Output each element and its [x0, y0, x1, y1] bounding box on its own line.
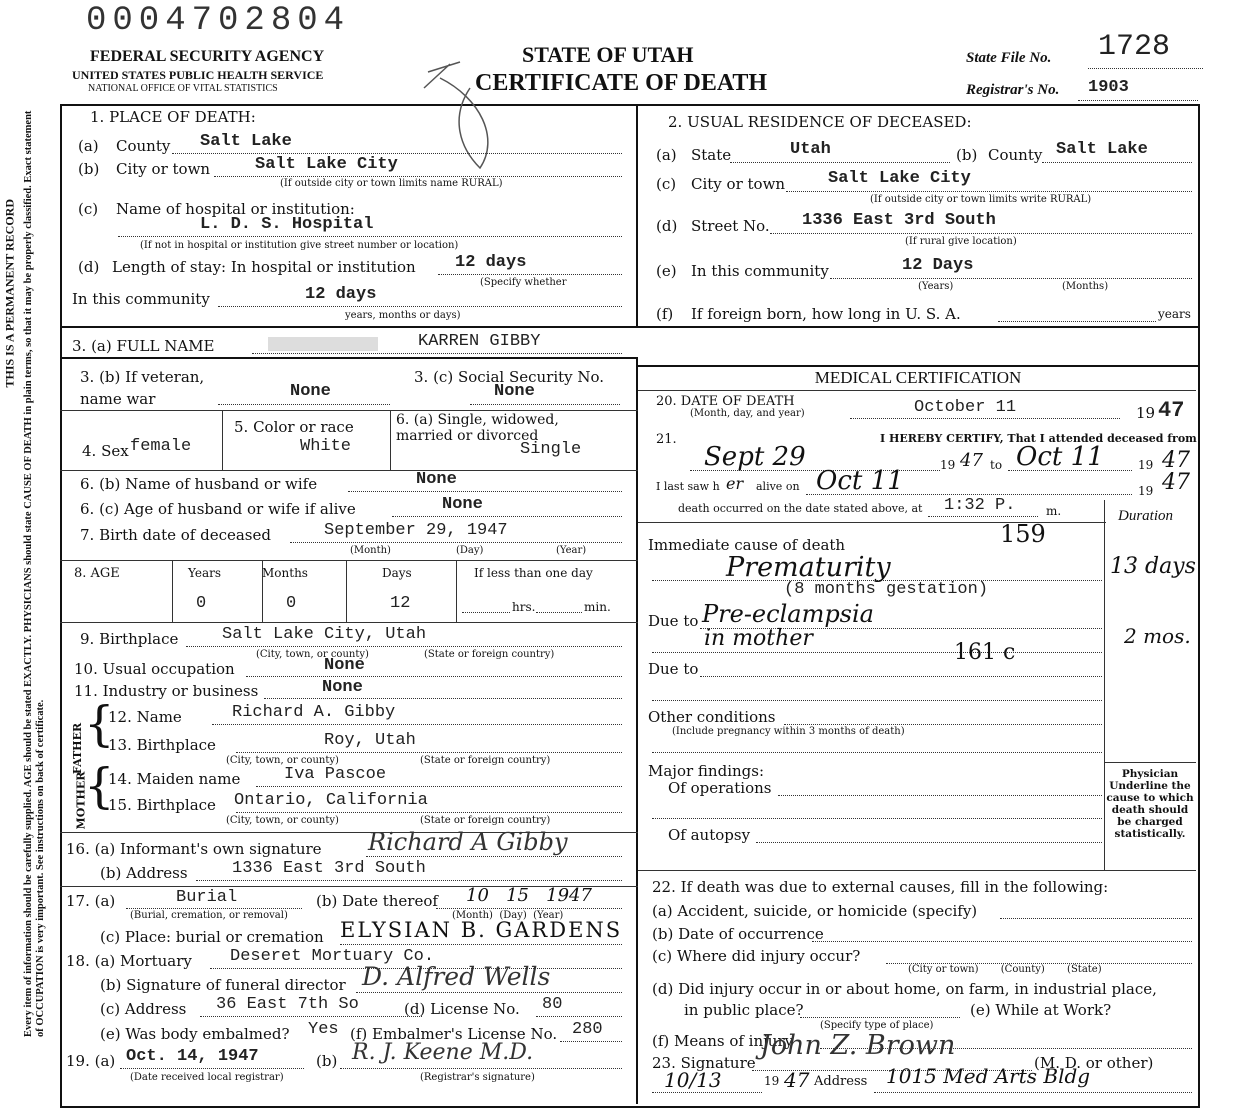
mother-maiden-value: Iva Pascoe	[284, 765, 387, 784]
res-state-label: State	[691, 146, 732, 164]
occurrence-date-label: (b) Date of occurrence	[652, 925, 824, 943]
county-label: County	[116, 137, 171, 155]
injury-place-label: (d) Did injury occur in or about home, on farm, in industrial place,	[652, 980, 1157, 998]
veteran-label: 3. (b) If veteran, name war	[80, 368, 205, 408]
attended-from-date: Sept 29	[704, 442, 806, 472]
director-signature: D. Alfred Wells	[362, 962, 551, 991]
state-file-label: State File No.	[966, 50, 1052, 66]
hospital-value: L. D. S. Hospital	[200, 215, 374, 234]
res-city-label: City or town	[691, 175, 786, 193]
color-label: 5. Color or race	[234, 418, 354, 436]
license-label: (d) License No.	[404, 1000, 520, 1018]
foreign-born-label: If foreign born, how long in U. S. A.	[691, 305, 961, 323]
mortuary-address-label: (c) Address	[100, 1000, 187, 1018]
date-of-death-label: 20. DATE OF DEATH	[656, 394, 795, 409]
major-findings-label: Major findings:	[648, 762, 765, 780]
pen-scribble-mark	[420, 58, 560, 178]
mortuary-label: 18. (a) Mortuary	[66, 952, 192, 970]
physician-underline-note: Physician Underline the cause to which death should be charged statistically.	[1106, 768, 1194, 840]
other-conditions-label: Other conditions	[648, 708, 776, 726]
attended-to-date: Oct 11	[1016, 442, 1104, 472]
means-of-injury-label: (f) Means of injury	[652, 1032, 794, 1050]
registrar-number-label: Registrar's No.	[966, 82, 1060, 98]
birth-date-value: September 29, 1947	[324, 521, 508, 540]
industry-value: None	[322, 678, 363, 697]
father-side-label: FATHER	[71, 722, 85, 775]
mother-side-label: MOTHER	[74, 771, 88, 830]
immediate-cause-value: Prematurity	[726, 552, 891, 583]
permanent-record-note: THIS IS A PERMANENT RECORD	[2, 199, 17, 388]
state-file-number: 1728	[1098, 30, 1171, 64]
res-community-label: In this community	[691, 262, 829, 280]
operations-label: Of operations	[668, 779, 772, 797]
res-city-value: Salt Lake City	[828, 169, 971, 188]
stay-value: 12 days	[455, 253, 527, 272]
certify-statement: I HEREBY CERTIFY, That I attended deceased from	[880, 432, 1197, 445]
service-name: UNITED STATES PUBLIC HEALTH SERVICE	[72, 68, 324, 82]
birth-date-label: 7. Birth date of deceased	[80, 526, 271, 544]
burial-value: Burial	[176, 888, 238, 907]
medical-heading: MEDICAL CERTIFICATION	[814, 368, 1022, 387]
burial-date-value: 10 15 1947	[466, 885, 592, 906]
due-to-1-label: Due to	[648, 612, 699, 630]
embalmed-label: (e) Was body embalmed?	[100, 1025, 290, 1043]
physician-address: 1015 Med Arts Bldg	[886, 1064, 1091, 1088]
informant-label: 16. (a) Informant's own signature	[66, 840, 322, 858]
mother-birthplace-value: Ontario, California	[234, 791, 428, 810]
community-label: In this community	[72, 290, 210, 308]
birthplace-value: Salt Lake City, Utah	[222, 625, 427, 644]
father-name-label: 12. Name	[108, 708, 182, 726]
ssn-label: 3. (c) Social Security No.	[414, 368, 605, 386]
signature-date: 10/13	[664, 1068, 722, 1092]
res-community-value: 12 Days	[902, 256, 974, 275]
burial-label: 17. (a)	[66, 892, 116, 910]
mother-maiden-label: 14. Maiden name	[108, 770, 241, 788]
mortuary-address-value: 36 East 7th So	[216, 995, 359, 1014]
embalmed-value: Yes	[308, 1020, 339, 1039]
death-time: 1:32 P.	[944, 496, 1016, 515]
informant-address-label: (b) Address	[100, 864, 188, 882]
side-instructions: Every item of information should be carefully supplied. AGE should be stated EXACTLY. PHYSICIANS should state CAUSE OF DEATH in plain terms, so that it may be properly classified. Exact statement of OCCUPATION is very important. See instructions on back of certificate.	[23, 110, 46, 1037]
agency-name: FEDERAL SECURITY AGENCY	[90, 48, 325, 65]
age-months: 0	[286, 594, 297, 613]
marital-label: 6. (a) Single, widowed, married or divorced	[396, 412, 559, 444]
injury-location-label: (c) Where did injury occur?	[652, 947, 861, 965]
veteran-value: None	[290, 382, 331, 401]
res-street-label: Street No.	[691, 217, 770, 235]
father-birthplace-value: Roy, Utah	[324, 731, 416, 750]
office-name: NATIONAL OFFICE OF VITAL STATISTICS	[88, 83, 278, 94]
registrar-date-value: Oct. 14, 1947	[126, 1047, 259, 1066]
registrar-date-label: 19. (a)	[66, 1052, 116, 1070]
last-seen-date: Oct 11	[816, 466, 904, 496]
embalmer-license-value: 280	[572, 1020, 603, 1039]
county-value: Salt Lake	[200, 132, 292, 151]
spouse-age-value: None	[442, 495, 483, 514]
director-signature-label: (b) Signature of funeral director	[100, 976, 346, 994]
date-of-death-year: 47	[1158, 398, 1185, 423]
external-causes-heading: 22. If death was due to external causes, fill in the following:	[652, 878, 1109, 896]
duration-heading: Duration	[1118, 508, 1174, 524]
informant-address-value: 1336 East 3rd South	[232, 859, 426, 878]
mother-birthplace-label: 15. Birthplace	[108, 796, 216, 814]
full-name-label: 3. (a) FULL NAME	[72, 337, 215, 355]
res-street-value: 1336 East 3rd South	[802, 211, 996, 230]
sex-value: female	[130, 437, 192, 456]
marital-value: Single	[520, 440, 582, 459]
embalmer-license-label: (f) Embalmer's License No.	[350, 1025, 558, 1043]
due-to-1-value: Pre-eclampsia	[702, 600, 874, 628]
certificate-number: 0004702804	[86, 2, 351, 40]
occupation-value: None	[324, 656, 365, 675]
physician-signature: John Z. Brown	[760, 1030, 956, 1061]
birthplace-label: 9. Birthplace	[80, 630, 179, 648]
immediate-cause-note: (8 months gestation)	[784, 580, 989, 599]
document-title: CERTIFICATE OF DEATH	[475, 70, 768, 96]
license-value: 80	[542, 995, 563, 1014]
due-to-2-label: Due to	[648, 660, 699, 678]
while-at-work-label: (e) While at Work?	[970, 1001, 1112, 1019]
father-birthplace-label: 13. Birthplace	[108, 736, 216, 754]
sex-label: 4. Sex	[82, 442, 129, 460]
spouse-name-value: None	[416, 470, 457, 489]
mortuary-value: Deseret Mortuary Co.	[230, 947, 435, 966]
burial-place-value: ELYSIAN B. GARDENS	[340, 918, 623, 942]
age-years: 0	[196, 594, 207, 613]
accident-label: (a) Accident, suicide, or homicide (specify)	[652, 902, 978, 920]
spouse-name-label: 6. (b) Name of husband or wife	[80, 475, 318, 493]
age-days: 12	[390, 594, 411, 613]
autopsy-label: Of autopsy	[668, 826, 751, 844]
residence-heading: 2. USUAL RESIDENCE OF DECEASED:	[668, 113, 972, 131]
community-value: 12 days	[305, 285, 377, 304]
res-state-value: Utah	[790, 140, 831, 159]
redacted-first-name	[268, 337, 378, 351]
hospital-label: Name of hospital or institution:	[116, 200, 355, 218]
spouse-age-label: 6. (c) Age of husband or wife if alive	[80, 500, 356, 518]
date-of-death-value: October 11	[914, 398, 1017, 417]
immediate-cause-label: Immediate cause of death	[648, 536, 846, 554]
father-name-value: Richard A. Gibby	[232, 703, 396, 722]
res-county-value: Salt Lake	[1056, 140, 1148, 159]
ssn-value: None	[494, 382, 535, 401]
stay-label: Length of stay: In hospital or institution	[112, 258, 416, 276]
physician-signature-label: 23. Signature	[652, 1054, 756, 1072]
immediate-duration: 13 days	[1110, 554, 1196, 579]
res-county-label: County	[988, 146, 1043, 164]
registrar-signature: R. J. Keene M.D.	[352, 1040, 534, 1065]
burial-date-label: (b) Date thereof	[316, 892, 438, 910]
burial-place-label: (c) Place: burial or cremation	[100, 928, 324, 946]
city-value: Salt Lake City	[255, 155, 398, 174]
informant-signature: Richard A Gibby	[368, 828, 568, 856]
city-label: City or town	[116, 160, 211, 178]
state-heading: STATE OF UTAH	[522, 42, 694, 67]
registrar-number: 1903	[1088, 78, 1129, 97]
color-value: White	[300, 437, 352, 456]
due-to-1-duration: 2 mos.	[1124, 624, 1191, 648]
occupation-label: 10. Usual occupation	[74, 660, 235, 678]
place-of-death-heading: 1. PLACE OF DEATH:	[90, 108, 256, 126]
full-name-value: KARREN GIBBY	[418, 332, 541, 351]
age-label: 8. AGE	[74, 566, 120, 581]
industry-label: 11. Industry or business	[74, 682, 259, 700]
